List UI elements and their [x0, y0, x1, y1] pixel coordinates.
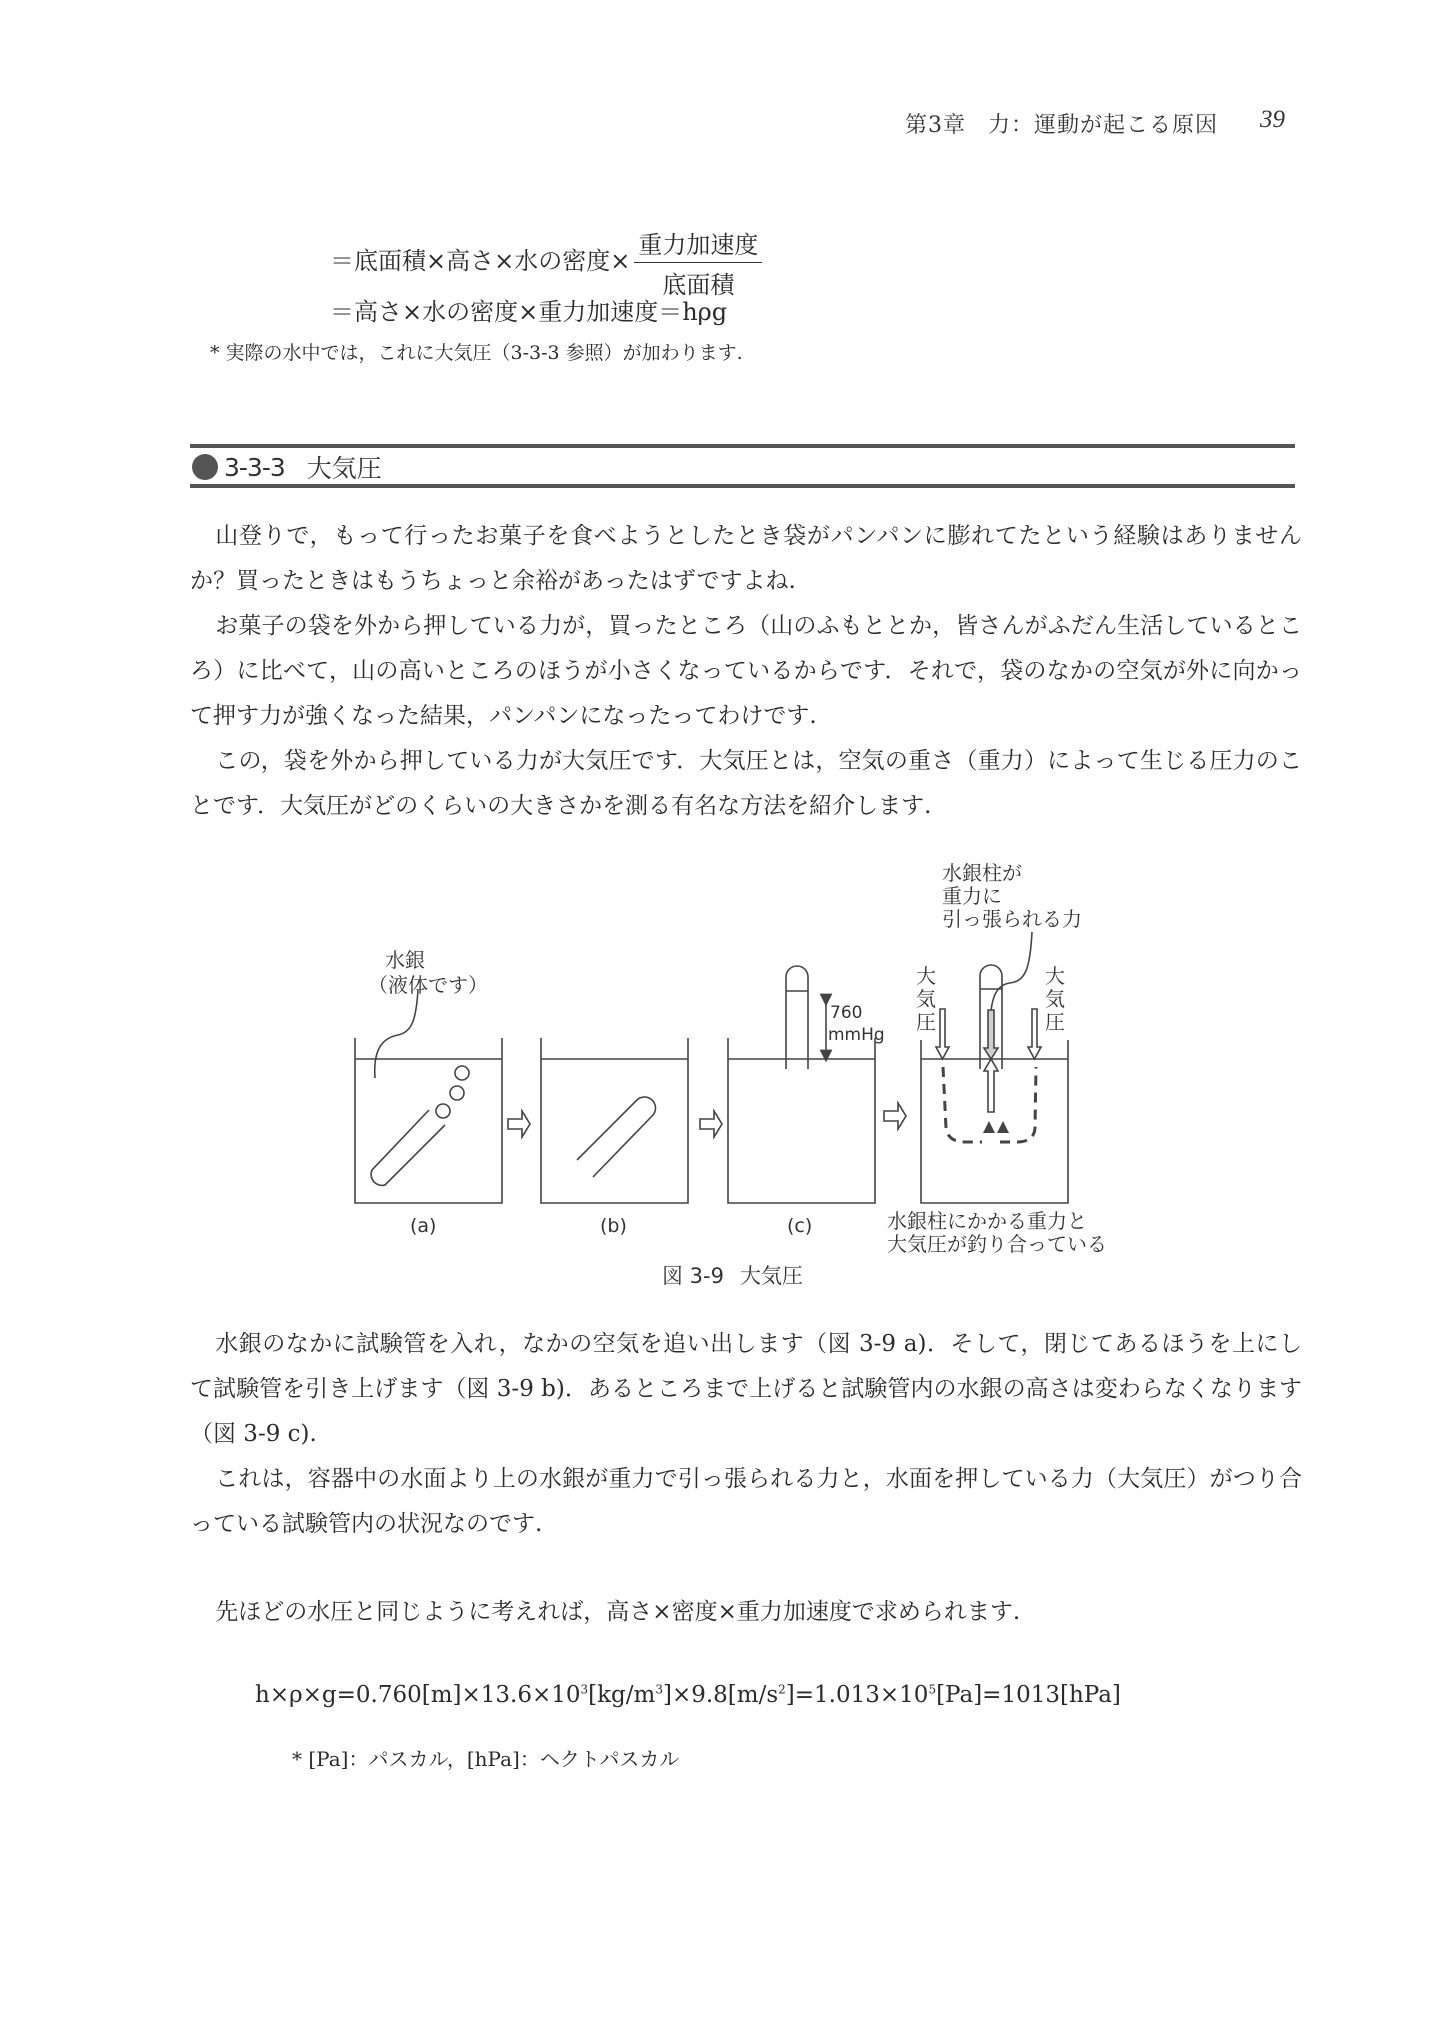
label-balance-1: 水銀柱にかかる重力と	[887, 1209, 1087, 1233]
container-a	[355, 990, 502, 1203]
right-arrow-icon	[884, 1103, 906, 1129]
fraction-numerator: 重力加速度	[634, 225, 762, 263]
down-arrow-icon	[936, 1009, 949, 1059]
gravity-down-arrow-icon	[984, 1010, 998, 1059]
formula-exponent: 3	[655, 1682, 663, 1697]
bubble	[450, 1086, 464, 1100]
bubble	[455, 1066, 469, 1080]
label-mercury: 水銀	[385, 948, 425, 972]
container-b	[541, 1038, 688, 1203]
formula-part: ]×9.8[m/s	[662, 1682, 779, 1708]
label-atm-left-1: 大	[916, 964, 936, 988]
fraction-denominator: 底面積	[662, 271, 735, 299]
section-number: 3-3-3	[224, 452, 285, 482]
label-atm-right-3: 圧	[1045, 1010, 1065, 1034]
panel-label-a: (a)	[410, 1215, 437, 1237]
label-mercury-note: （液体です）	[368, 973, 488, 997]
label-height-value: 760	[830, 1003, 863, 1023]
test-tube-c	[786, 966, 808, 1069]
label-pull-2: 重力に	[942, 884, 1002, 908]
chapter-title: 力：運動が起こる原因	[988, 113, 1219, 138]
paragraph: 先ほどの水圧と同じように考えれば，高さ×密度×重力加速度で求められます.	[215, 1599, 1021, 1625]
calculation-intro	[190, 1590, 1302, 1635]
formula-exponent: 3	[580, 1682, 589, 1697]
formula-exponent: 2	[778, 1682, 786, 1697]
label-atm-left-3: 圧	[916, 1010, 936, 1034]
label-pull-1: 水銀柱が	[942, 861, 1022, 885]
down-arrow-icon	[1028, 1009, 1041, 1059]
panel-label-c: (c)	[787, 1215, 813, 1237]
leader-line-pull	[990, 932, 1032, 1030]
label-atm-right-2: 気	[1045, 987, 1065, 1011]
formula-part: [kg/m	[588, 1682, 656, 1708]
panel-label-b: (b)	[600, 1215, 627, 1237]
formula-part: h×ρ×g=0.760[m]×13.6×10	[255, 1682, 581, 1708]
section-title: 大気圧	[306, 454, 382, 483]
paragraph: これは，容器中の水面より上の水銀が重力で引っ張られる力と，水面を押している力（大気圧）がつり合っている試験管内の状況なのです.	[190, 1466, 1302, 1537]
label-height-unit: mmHg	[828, 1025, 885, 1045]
unit-note: * [Pa]：パスカル，[hPa]：ヘクトパスカル	[292, 1747, 680, 1771]
explanation-paragraphs	[190, 1322, 1302, 1547]
right-arrow-icon	[700, 1111, 722, 1137]
formula-part: [Pa]=1013[hPa]	[936, 1682, 1121, 1708]
triangle-icon	[997, 1121, 1009, 1133]
equation-note: * 実際の水中では，これに大気圧（3-3-3 参照）が加わります.	[210, 342, 743, 364]
label-balance-2: 大気圧が釣り合っている	[887, 1232, 1107, 1256]
up-arrow-icon	[984, 1059, 998, 1112]
chapter-number: 第3章	[905, 113, 966, 138]
page-number: 39	[1260, 106, 1285, 133]
paragraph: 水銀のなかに試験管を入れ，なかの空気を追い出します（図 3-9 a)．そして，閉じてあるほうを上にして試験管を引き上げます（図 3-9 b)．あるところまで上げると試験管内の水銀の高さは変わらなくなります（図 3-9 c).	[190, 1331, 1302, 1447]
test-tube-a	[371, 1110, 445, 1185]
bubble	[436, 1104, 450, 1118]
formula-part: ]=1.013×10	[785, 1682, 929, 1708]
figure-caption-title: 大気圧	[740, 1264, 803, 1288]
equation-line-1-prefix: ＝底面積×高さ×水の密度×	[330, 247, 631, 275]
paragraph: この，袋を外から押している力が大気圧です．大気圧とは，空気の重さ（重力）によって生じる圧力のことです．大気圧がどのくらいの大きさかを測る有名な方法を紹介します.	[190, 748, 1302, 819]
right-arrow-icon	[508, 1111, 530, 1137]
label-atm-right-1: 大	[1045, 964, 1065, 988]
container-c	[728, 966, 875, 1203]
paragraph: 山登りで，もって行ったお菓子を食べようとしたとき袋がパンパンに膨れてたという経験はありませんか？買ったときはもうちょっと余裕があったはずですよね.	[190, 523, 1302, 594]
paragraph: お菓子の袋を外から押している力が，買ったところ（山のふもととか，皆さんがふだん生活しているところ）に比べて，山の高いところのほうが小さくなっているからです．それで，袋のなかの空気が外に向かって押す力が強くなった結果，パンパンになったってわけです.	[190, 613, 1302, 729]
test-tube-b	[577, 1097, 655, 1177]
formula-exponent: 5	[928, 1682, 937, 1697]
triangle-icon	[983, 1121, 995, 1133]
label-atm-left-2: 気	[916, 987, 936, 1011]
equation-line-2: ＝高さ×水の密度×重力加速度＝hρg	[330, 298, 728, 326]
figure-caption-number: 図 3-9	[662, 1264, 724, 1288]
leader-line-mercury	[375, 990, 418, 1078]
label-pull-3: 引っ張られる力	[942, 907, 1082, 931]
pressure-formula	[255, 1682, 1121, 1708]
